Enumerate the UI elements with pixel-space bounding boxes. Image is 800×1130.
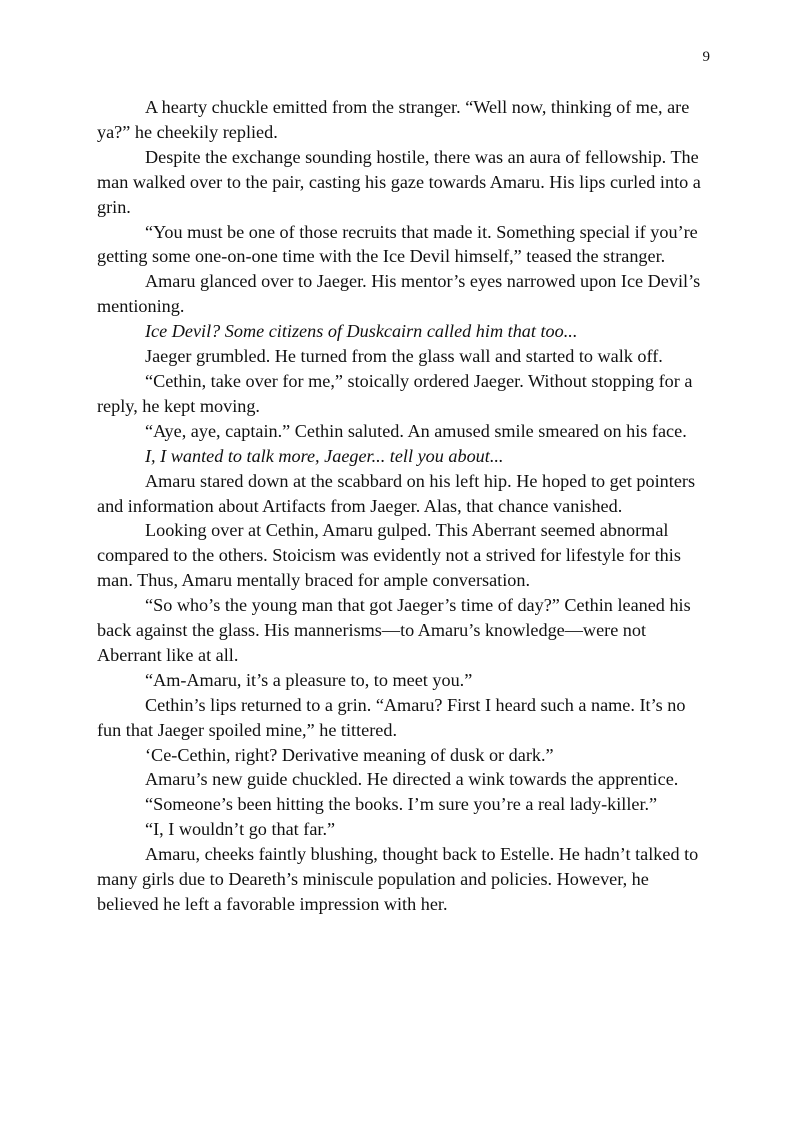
paragraph: Amaru stared down at the scabbard on his left hip. He hoped to get pointers and information about Artifacts from Jaeger. Alas, that chance vanished.: [97, 470, 696, 516]
body-text: [97, 95, 703, 917]
paragraph: Cethin’s lips returned to a grin. “Amaru? First I heard such a name. It’s no fun that Jaeger spoiled mine,” he tittered.: [97, 694, 686, 740]
paragraph: ‘Ce-Cethin, right? Derivative meaning of dusk or dark.”: [145, 744, 554, 765]
italic-thought-paragraph: I, I wanted to talk more, Jaeger... tell you about...: [145, 445, 504, 466]
paragraph: Amaru’s new guide chuckled. He directed a wink towards the apprentice.: [145, 769, 679, 790]
paragraph: Amaru, cheeks faintly blushing, thought back to Estelle. He hadn’t talked to many girls due to Deareth’s miniscule population and policies. However, he believed he left a favorable impression with her.: [97, 844, 699, 914]
paragraph: “So who’s the young man that got Jaeger’s time of day?” Cethin leaned his back against the glass. His mannerisms—to Amaru’s knowledge—were not Aberrant like at all.: [97, 595, 691, 665]
page-number: 9: [702, 49, 710, 65]
paragraph: “Aye, aye, captain.” Cethin saluted. An amused smile smeared on his face.: [145, 420, 687, 441]
paragraph: “I, I wouldn’t go that far.”: [145, 819, 336, 840]
paragraph: Despite the exchange sounding hostile, there was an aura of fellowship. The man walked over to the pair, casting his gaze towards Amaru. His lips curled into a grin.: [97, 146, 701, 217]
italic-thought-paragraph: Ice Devil? Some citizens of Duskcairn called him that too...: [145, 321, 578, 342]
paragraph: “Cethin, take over for me,” stoically ordered Jaeger. Without stopping for a reply, he kept moving.: [97, 370, 693, 416]
paragraph: Jaeger grumbled. He turned from the glass wall and started to walk off.: [145, 346, 663, 367]
paragraph: “Am-Amaru, it’s a pleasure to, to meet you.”: [145, 669, 473, 690]
paragraph: “You must be one of those recruits that made it. Something special if you’re getting some one-on-one time with the Ice Devil himself,” teased the stranger.: [97, 221, 698, 267]
paragraph: A hearty chuckle emitted from the stranger. “Well now, thinking of me, are ya?” he cheekily replied.: [97, 97, 690, 142]
paragraph: Looking over at Cethin, Amaru gulped. This Aberrant seemed abnormal compared to the others. Stoicism was evidently not a strived for lifestyle for this man. Thus, Amaru mentally braced for ample conversation.: [97, 520, 681, 591]
paragraph: Amaru glanced over to Jaeger. His mentor’s eyes narrowed upon Ice Devil’s mentioning.: [97, 271, 701, 317]
paragraph: “Someone’s been hitting the books. I’m sure you’re a real lady-killer.”: [145, 794, 658, 815]
